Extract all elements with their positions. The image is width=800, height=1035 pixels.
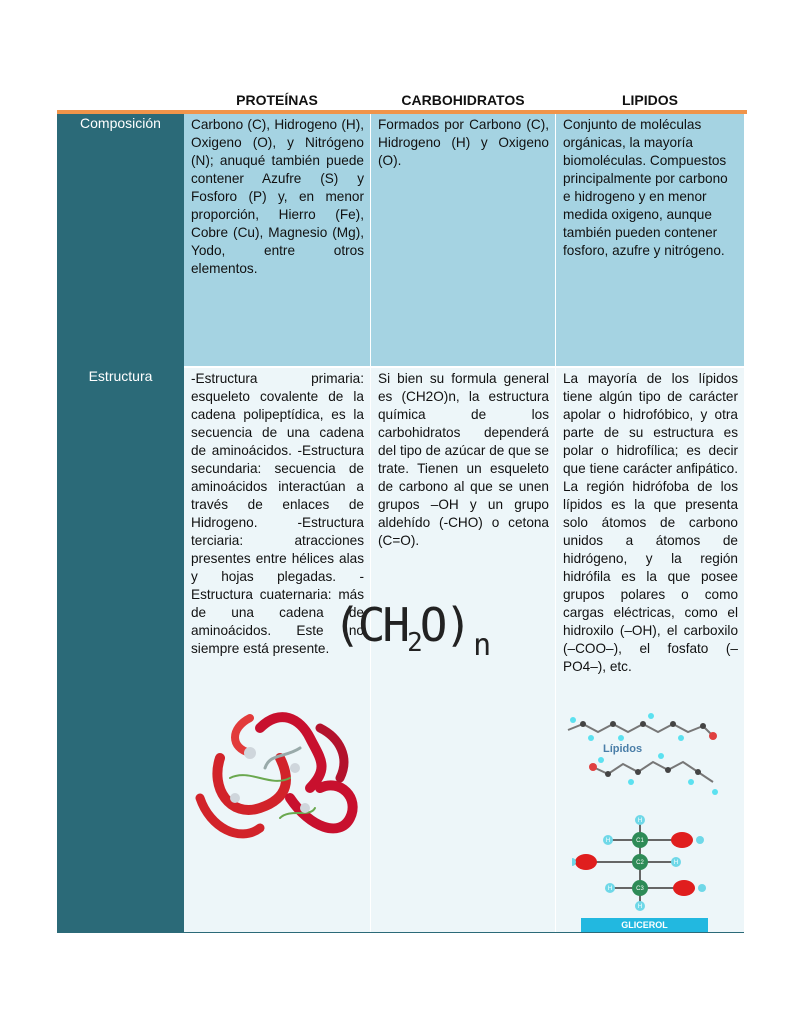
atom-label: C2 — [636, 860, 644, 866]
column-divider — [370, 114, 371, 933]
carbohydrate-formula: $(CH_2O)$ $_n$ — [333, 598, 489, 663]
protein-structure-image — [190, 698, 370, 848]
table-bottom-rule — [57, 932, 744, 933]
glycerol-molecule-image — [572, 812, 722, 917]
row-divider — [184, 366, 744, 368]
cell-estructura-carbohidratos: Si bien su formula general es (CH2O)n, la estructura química de los carbohidratos dependerá del tipo de azúcar de que se trate. Tienen un esqueleto de carbono al que se unen grupos –OH y un grupo aldehído (-CHO) o cetona (C=O). — [371, 368, 555, 933]
atom-label: C1 — [636, 838, 644, 844]
atom-label: H — [607, 886, 613, 892]
lipid-molecule-image — [563, 712, 723, 802]
header-lipidos: LIPIDOS — [621, 92, 678, 108]
cell-composicion-proteinas: Carbono (C), Hidrogeno (H), Oxigeno (O), y Nitrógeno (N); anuqué también puede contener Azufre (S) y Fosforo (P) y, en menor proporción, Hierro (Fe), Cobre (Cu), Magnesio (Mg), Yodo, entre otros elementos. — [184, 114, 370, 366]
row-label-estructura: Estructura — [88, 368, 153, 384]
cell-composicion-lipidos: Conjunto de moléculas orgánicas, la mayoría biomoléculas. Compuestos principalmente por carbono e hidrogeno y en menor medida oxigeno, aunque también pueden contener fosforo, azufre y nitrógeno. — [556, 114, 744, 366]
header-proteinas: PROTEÍNAS — [236, 92, 318, 108]
atom-label: H — [637, 904, 643, 910]
row-label-column — [57, 114, 184, 933]
cell-composicion-carbohidratos: Formados por Carbono (C), Hidrogeno (H) y Oxigeno (O). — [371, 114, 555, 366]
atom-label: H — [673, 860, 679, 866]
row-label-composicion: Composición — [80, 115, 161, 131]
glicerol-label: GLICEROL — [581, 918, 708, 932]
column-divider — [555, 114, 556, 933]
lipid-label: Lípidos — [603, 743, 643, 755]
atom-label: H — [637, 818, 643, 824]
header-carbohidratos: CARBOHIDRATOS — [401, 92, 525, 108]
cell-estructura-lipidos: La mayoría de los lípidos tiene algún tipo de carácter apolar o hidrofóbico, y otra parte de su estructura es polar o hidrofílica; es decir que tiene carácter anfipático. La región hidrófoba de los lípidos es la que presenta solo átomos de carbono unidos a átomos de hidrógeno, y la región hidrófila es la que posee grupos polares o como cargas eléctricas, como el hidroxilo (–OH), el carboxilo (–COO–), el fosfato (–PO4–), etc. — [556, 368, 744, 933]
atom-label: H — [605, 838, 611, 844]
atom-label: C3 — [636, 886, 644, 892]
cell-estructura-proteinas: -Estructura primaria: esqueleto covalente de la cadena polipeptídica, es la secuencia de una cadena de aminoácidos. -Estructura secundaria: secuencia de aminoácidos interactúan a través de enlaces de Hidrogeno. -Estructura terciaria: atracciones presentes entre hélices alas y hojas plegadas. -Estructura cuaternaria: más de una cadena de aminoácidos. Este no siempre está presente. — [184, 368, 370, 933]
